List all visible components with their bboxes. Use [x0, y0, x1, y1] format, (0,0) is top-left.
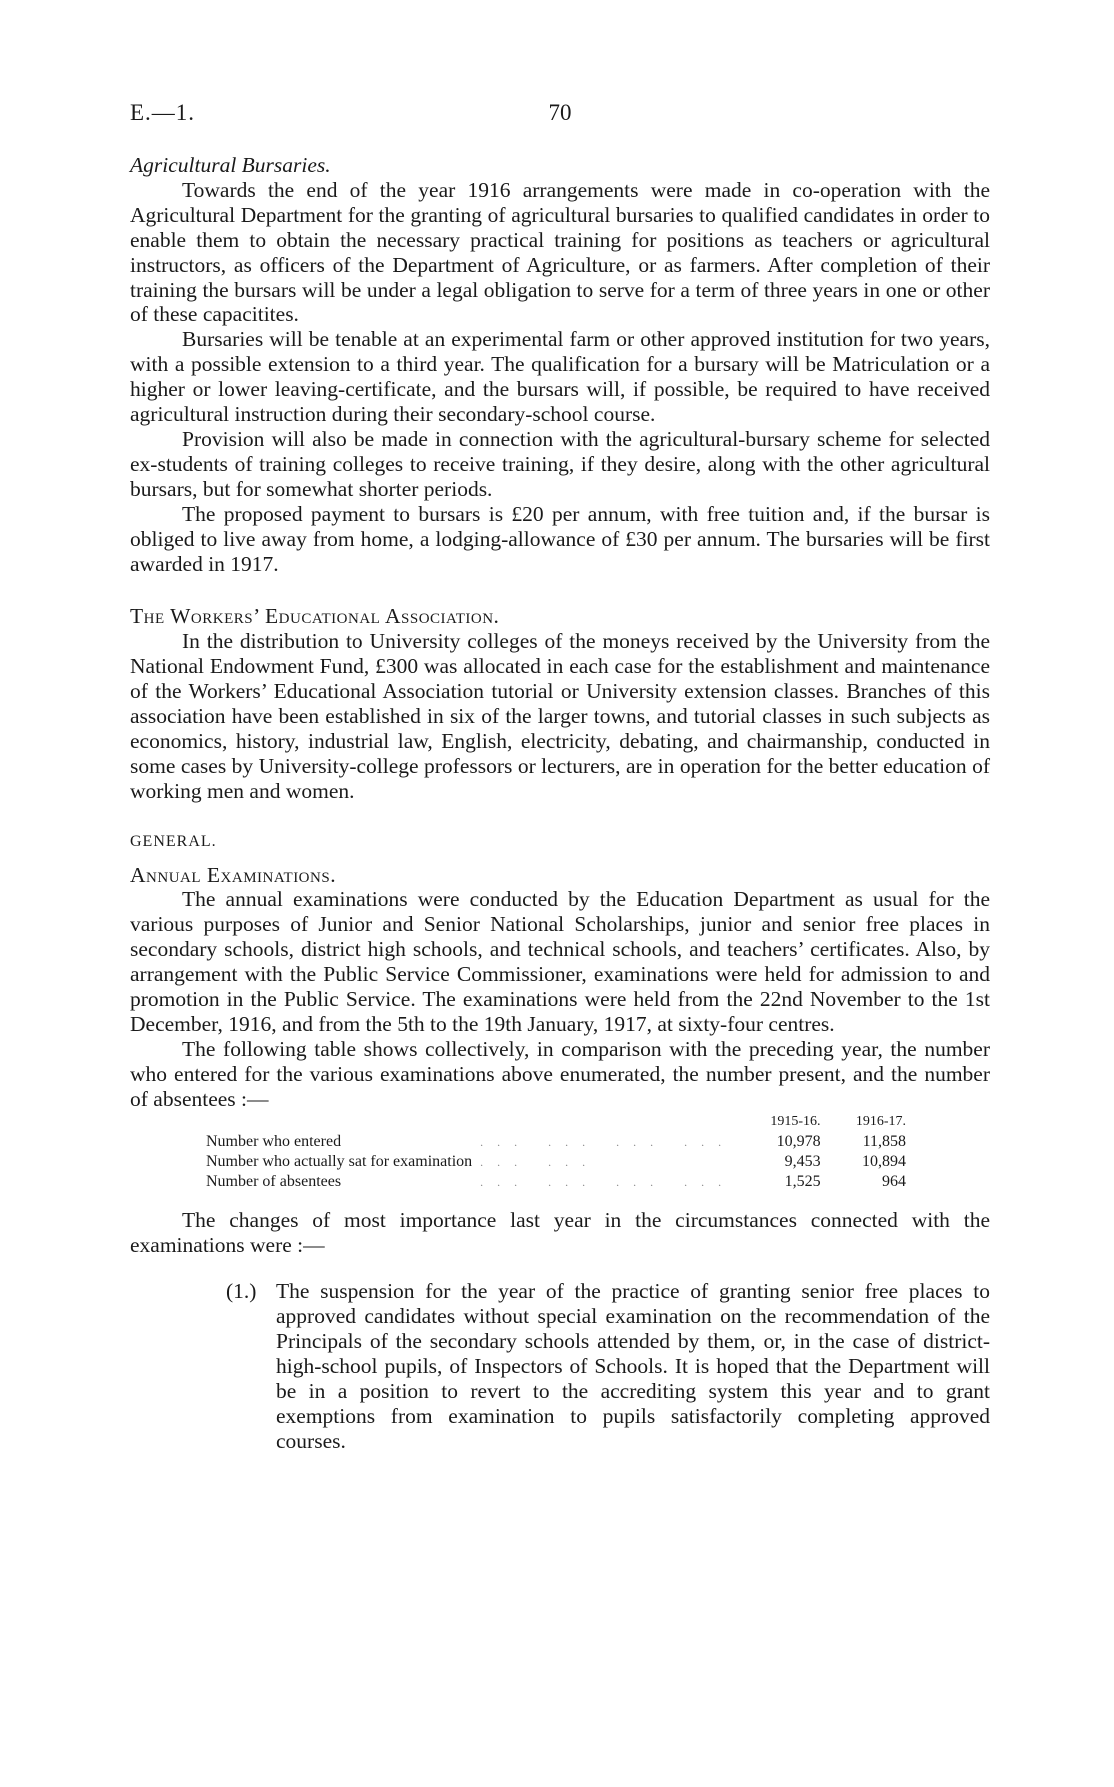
table-cell: 964: [882, 1172, 906, 1190]
table-header-row: [206, 1112, 906, 1132]
page-header: [130, 100, 990, 130]
paragraph: The annual examinations were conducted by the Education Department as usual for the various purposes of Junior and Senior National Scholarships, junior and senior free places in secondary schools, district high schools, and technical schools, and teachers’ certificates. Also, by arrangement with the Public Service Commissioner, examinations were held for admission to and promotion in the Public Service. The examinations were held from the 22nd November to the 1st December, 1916, and from the 5th to the 19th January, 1917, at sixty-four centres.: [130, 887, 990, 1036]
row-label: Number of absentees: [206, 1172, 342, 1190]
table-cell: 9,453: [784, 1152, 821, 1170]
table-cell: 10,978: [776, 1132, 821, 1150]
paragraph: The proposed payment to bursars is £20 per annum, with free tuition and, if the bursar is obliged to live away from home, a lodging-allowance of £30 per annum. The bursaries will be first awarded in 1917.: [130, 501, 990, 576]
row-label: Number who entered: [206, 1132, 342, 1150]
table-cell: 11,858: [862, 1132, 906, 1150]
table-row: [206, 1152, 906, 1172]
table-cell: 1,525: [784, 1172, 821, 1190]
section-heading-general: GENERAL.: [130, 832, 217, 850]
list-marker: (1.): [226, 1279, 257, 1304]
column-header: 1916-17.: [855, 1113, 906, 1129]
list-item-text: The suspension for the year of the practice of granting senior free places to approved candidates without special examination on the recommendation of the Principals of the secondary schools attended by them, or, in the case of district-high-school pupils, of Inspectors of Schools. It is hoped that the Department will be in a position to revert to the accrediting system this year and to grant exemptions from examination to pupils satisfactorily completing approved courses.: [276, 1279, 990, 1453]
leader-dots: ... ...: [480, 1154, 600, 1169]
table-row: [206, 1172, 906, 1192]
column-header: 1915-16.: [770, 1113, 821, 1129]
section-title-agricultural-bursaries: Agricultural Bursaries.: [130, 153, 331, 177]
section-title-annual-examinations: Annual Examinations.: [130, 862, 337, 887]
page-number: 70: [548, 100, 572, 125]
leader-dots: ... ... ... ...: [480, 1134, 736, 1149]
list-item: [130, 1279, 990, 1453]
row-label: Number who actually sat for examination: [206, 1152, 473, 1170]
paragraph: Bursaries will be tenable at an experimental farm or other approved institution for two years, with a possible extension to a third year. The qualification for a bursary will be Matriculation or a higher or lower leaving-certificate, and the bursars will, if possible, be required to have received agricultural instruction during their secondary-school course.: [130, 327, 990, 427]
document-reference: E.—1.: [130, 100, 196, 125]
paragraph: Provision will also be made in connection with the agricultural-bursary scheme for selected ex-students of training colleges to receive training, if they desire, along with the other agricultural bursars, but for somewhat shorter periods.: [130, 426, 990, 501]
page-content: [130, 153, 990, 1454]
examination-statistics-table: [206, 1112, 906, 1192]
paragraph: The changes of most importance last year in the circumstances connected with the examinations were :—: [130, 1207, 990, 1257]
paragraph: Towards the end of the year 1916 arrangements were made in co-operation with the Agricultural Department for the granting of agricultural bursaries to qualified candidates in order to enable them to obtain the necessary practical training for positions as teachers or agricultural instructors, as officers of the Department of Agriculture, or as farmers. After completion of their training the bursars will be under a legal obligation to serve for a term of three years in one or other of these capacitites.: [130, 177, 990, 327]
table-row: [206, 1132, 906, 1152]
leader-dots: ... ... ... ...: [480, 1174, 736, 1189]
table-cell: 10,894: [862, 1152, 906, 1170]
section-title-workers-association: The Workers’ Educational Association.: [130, 604, 500, 629]
paragraph: The following table shows collectively, in comparison with the preceding year, the number who entered for the various examinations above enumerated, the number present, and the number of absentees :—: [130, 1036, 990, 1111]
paragraph: In the distribution to University colleges of the moneys received by the University from the National Endowment Fund, £300 was allocated in each case for the establishment and maintenance of the Workers’ Educational Association tutorial or University extension classes. Branches of this association have been established in six of the larger towns, and tutorial classes in such subjects as economics, history, industrial law, English, electricity, debating, and chairmanship, conducted in some cases by University-college professors or lecturers, are in operation for the better education of working men and women.: [130, 629, 990, 803]
